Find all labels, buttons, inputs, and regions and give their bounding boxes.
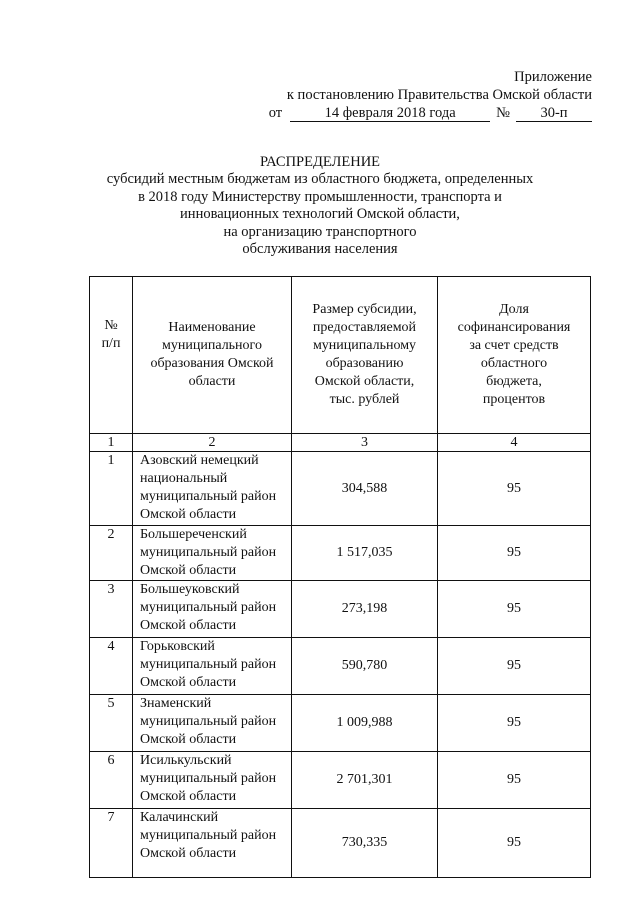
municipality-name: Большереченский муниципальный район Омской области xyxy=(133,526,292,581)
title-line-1: субсидий местным бюджетам из областного бюджета, определенных xyxy=(106,171,534,188)
appendix-title: Приложение xyxy=(514,69,592,85)
resolution-date: 14 февраля 2018 года xyxy=(290,106,490,122)
table-row xyxy=(90,695,591,752)
title-line-4: на организацию транспортного xyxy=(223,223,417,240)
column-number: 1 xyxy=(90,434,133,452)
cofinancing-share: 95 xyxy=(438,526,591,581)
subsidy-amount: 1 517,035 xyxy=(292,526,438,581)
row-number: 5 xyxy=(90,695,133,752)
column-number: 3 xyxy=(292,434,438,452)
row-number: 7 xyxy=(90,809,133,878)
row-number: 1 xyxy=(90,452,133,526)
table-row xyxy=(90,581,591,638)
column-number-row xyxy=(90,434,591,452)
cofinancing-share: 95 xyxy=(438,695,591,752)
table-row xyxy=(90,526,591,581)
municipality-name: Калачинский муниципальный район Омской области xyxy=(133,809,292,878)
municipality-name: Большеуковский муниципальный район Омской области xyxy=(133,581,292,638)
subsidy-amount: 2 701,301 xyxy=(292,752,438,809)
cofinancing-share: 95 xyxy=(438,638,591,695)
row-number: 6 xyxy=(90,752,133,809)
header-cofinancing-share: Доля софинансирования за счет средств областного бюджета, процентов xyxy=(438,277,591,434)
header-municipality: Наименование муниципального образования Омской области xyxy=(133,277,292,434)
title-line-5: обслуживания населения xyxy=(242,241,398,258)
table-row xyxy=(90,638,591,695)
subsidy-amount: 730,335 xyxy=(292,809,438,878)
municipality-name: Горьковский муниципальный район Омской области xyxy=(133,638,292,695)
resolution-number: 30-п xyxy=(516,106,592,122)
cofinancing-share: 95 xyxy=(438,452,591,526)
row-number: 2 xyxy=(90,526,133,581)
subsidy-amount: 304,588 xyxy=(292,452,438,526)
header-subsidy-amount: Размер субсидии, предоставляемой муниципальному образованию Омской области, тыс. рублей xyxy=(292,277,438,434)
municipality-name: Знаменский муниципальный район Омской области xyxy=(133,695,292,752)
date-prefix: от xyxy=(268,105,283,121)
appendix-resolution: к постановлению Правительства Омской области xyxy=(286,87,592,103)
title-line-2: в 2018 году Министерству промышленности, транспорта и xyxy=(138,188,502,205)
municipality-name: Исилькульский муниципальный район Омской области xyxy=(133,752,292,809)
cofinancing-share: 95 xyxy=(438,752,591,809)
document-title xyxy=(0,154,640,258)
title-heading: РАСПРЕДЕЛЕНИЕ xyxy=(259,154,381,170)
subsidy-amount: 273,198 xyxy=(292,581,438,638)
header-number: № п/п xyxy=(90,277,133,434)
municipality-name: Азовский немецкий национальный муниципальный район Омской области xyxy=(133,452,292,526)
subsidy-amount: 1 009,988 xyxy=(292,695,438,752)
title-line-3: инновационных технологий Омской области, xyxy=(180,206,460,223)
row-number: 3 xyxy=(90,581,133,638)
table-header-row xyxy=(90,277,591,434)
cofinancing-share: 95 xyxy=(438,581,591,638)
table-row xyxy=(90,452,591,526)
number-prefix: № xyxy=(496,105,510,121)
subsidy-table xyxy=(89,276,591,878)
appendix-date-line xyxy=(269,104,592,122)
table-row xyxy=(90,809,591,878)
appendix-block xyxy=(269,68,592,122)
table-row xyxy=(90,752,591,809)
cofinancing-share: 95 xyxy=(438,809,591,878)
column-number: 2 xyxy=(133,434,292,452)
subsidy-amount: 590,780 xyxy=(292,638,438,695)
column-number: 4 xyxy=(438,434,591,452)
row-number: 4 xyxy=(90,638,133,695)
